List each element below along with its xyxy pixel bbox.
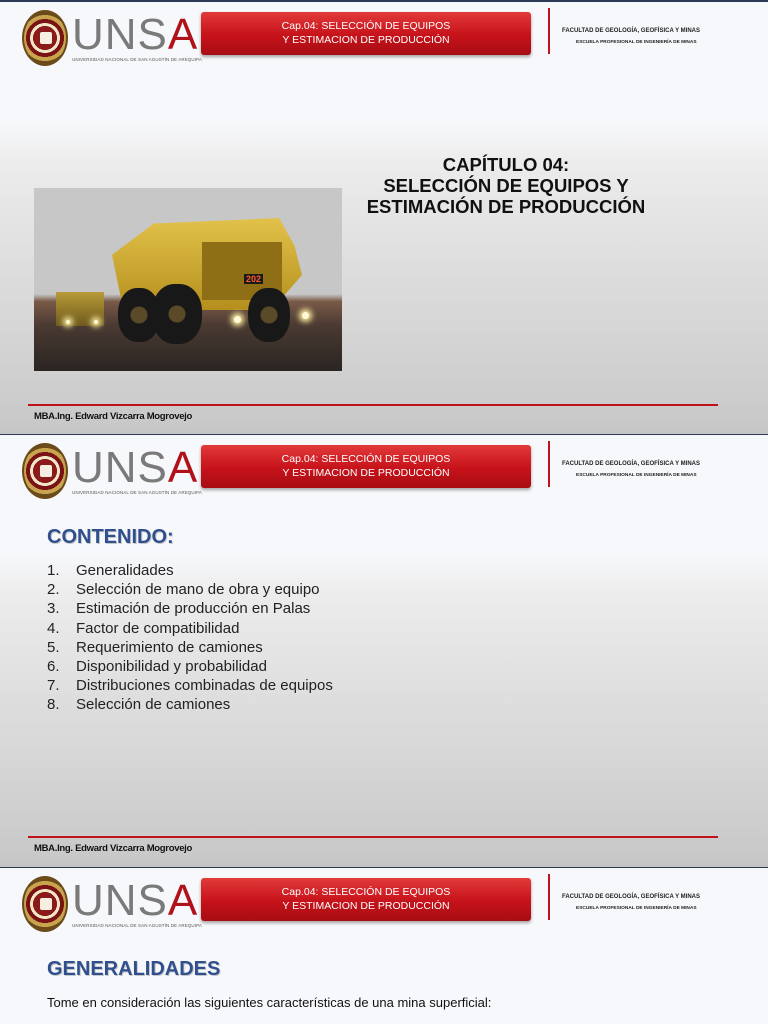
item-number: 3.	[47, 600, 60, 618]
truck-wheel	[152, 284, 202, 344]
logo-text-accent: A	[167, 876, 199, 925]
chapter-title-line-1: CAPÍTULO 04:	[442, 154, 570, 175]
footer-author: MBA.Ing. Edward Vizcarra Mogrovejo	[34, 843, 193, 854]
unsa-logo	[22, 443, 202, 503]
banner-line-1: Cap.04: SELECCIÓN DE EQUIPOS	[281, 453, 451, 465]
item-text: Generalidades	[76, 562, 174, 579]
list-item	[47, 657, 333, 676]
chapter-title-line-2: SELECCIÓN DE EQUIPOS Y	[383, 175, 629, 196]
chapter-title	[330, 154, 682, 217]
unsa-logo	[22, 10, 202, 70]
contents-heading: CONTENIDO:	[47, 526, 174, 548]
haul-truck-photo	[34, 188, 342, 371]
school-name: ESCUELA PROFESIONAL DE INGENIERÍA DE MINAS	[576, 40, 697, 45]
banner-line-2: Y ESTIMACION DE PRODUCCIÓN	[282, 34, 450, 46]
chapter-banner	[201, 445, 531, 488]
item-text: Selección de camiones	[76, 696, 231, 714]
faculty-name: FACULTAD DE GEOLOGÍA, GEOFÍSICA Y MINAS	[562, 28, 701, 34]
section-heading: GENERALIDADES	[47, 958, 221, 980]
list-item	[47, 599, 333, 618]
logo-subtitle: UNIVERSIDAD NACIONAL DE SAN AGUSTÍN DE AREQUIPA	[72, 57, 202, 62]
chapter-banner	[201, 878, 531, 921]
logo-text: UNS	[72, 443, 168, 492]
slide-1	[0, 2, 768, 434]
school-name: ESCUELA PROFESIONAL DE INGENIERÍA DE MINAS	[576, 906, 697, 911]
headlight	[94, 320, 98, 324]
item-text: Requerimiento de camiones	[76, 638, 263, 656]
logo-subtitle: UNIVERSIDAD NACIONAL DE SAN AGUSTÍN DE AREQUIPA	[72, 490, 202, 495]
list-item	[47, 561, 333, 580]
university-seal-icon	[22, 10, 68, 66]
truck-wheel	[248, 288, 290, 342]
banner-line-2: Y ESTIMACION DE PRODUCCIÓN	[282, 467, 450, 479]
item-number: 2.	[47, 581, 60, 599]
header-divider	[548, 874, 550, 920]
item-number: 7.	[47, 677, 60, 695]
banner-line-2: Y ESTIMACION DE PRODUCCIÓN	[282, 900, 450, 912]
headlight	[66, 320, 70, 324]
item-number: 5.	[47, 638, 60, 656]
truck-number: 202	[246, 274, 262, 284]
item-text: Distribuciones combinadas de equipos	[76, 677, 333, 695]
headlight	[234, 316, 241, 323]
intro-paragraph: Tome en consideración las siguientes características de una mina superficial:	[47, 995, 492, 1010]
list-item	[47, 676, 333, 695]
slide-3	[0, 868, 768, 1024]
slide-2	[0, 435, 768, 867]
logo-text-accent: A	[167, 10, 199, 59]
school-name: ESCUELA PROFESIONAL DE INGENIERÍA DE MINAS	[576, 473, 697, 478]
faculty-name: FACULTAD DE GEOLOGÍA, GEOFÍSICA Y MINAS	[562, 461, 701, 467]
banner-line-1: Cap.04: SELECCIÓN DE EQUIPOS	[281, 886, 451, 898]
faculty-name: FACULTAD DE GEOLOGÍA, GEOFÍSICA Y MINAS	[562, 894, 701, 900]
item-text: Factor de compatibilidad	[76, 619, 240, 637]
item-number: 4.	[47, 619, 60, 637]
chapter-title-line-3: ESTIMACIÓN DE PRODUCCIÓN	[366, 196, 646, 217]
item-number: 8.	[47, 696, 60, 714]
item-text: Estimación de producción en Palas	[76, 600, 311, 618]
logo-text-accent: A	[167, 443, 199, 492]
item-number: 1.	[47, 562, 60, 579]
footer-author: MBA.Ing. Edward Vizcarra Mogrovejo	[34, 411, 193, 422]
header-divider	[548, 8, 550, 54]
footer-divider	[28, 836, 718, 838]
list-item	[47, 638, 333, 657]
header-divider	[548, 441, 550, 487]
list-item	[47, 580, 333, 599]
headlight	[302, 312, 309, 319]
item-text: Disponibilidad y probabilidad	[76, 658, 267, 676]
footer-divider	[28, 404, 718, 406]
university-seal-icon	[22, 876, 68, 932]
logo-subtitle: UNIVERSIDAD NACIONAL DE SAN AGUSTÍN DE AREQUIPA	[72, 923, 202, 928]
list-item	[47, 695, 333, 714]
chapter-banner	[201, 12, 531, 55]
list-item	[47, 619, 333, 638]
item-text: Selección de mano de obra y equipo	[76, 581, 320, 599]
unsa-logo	[22, 876, 202, 936]
logo-text: UNS	[72, 876, 168, 925]
item-number: 6.	[47, 658, 60, 676]
logo-text: UNS	[72, 10, 168, 59]
banner-line-1: Cap.04: SELECCIÓN DE EQUIPOS	[281, 20, 451, 32]
contents-list	[47, 561, 333, 715]
university-seal-icon	[22, 443, 68, 499]
